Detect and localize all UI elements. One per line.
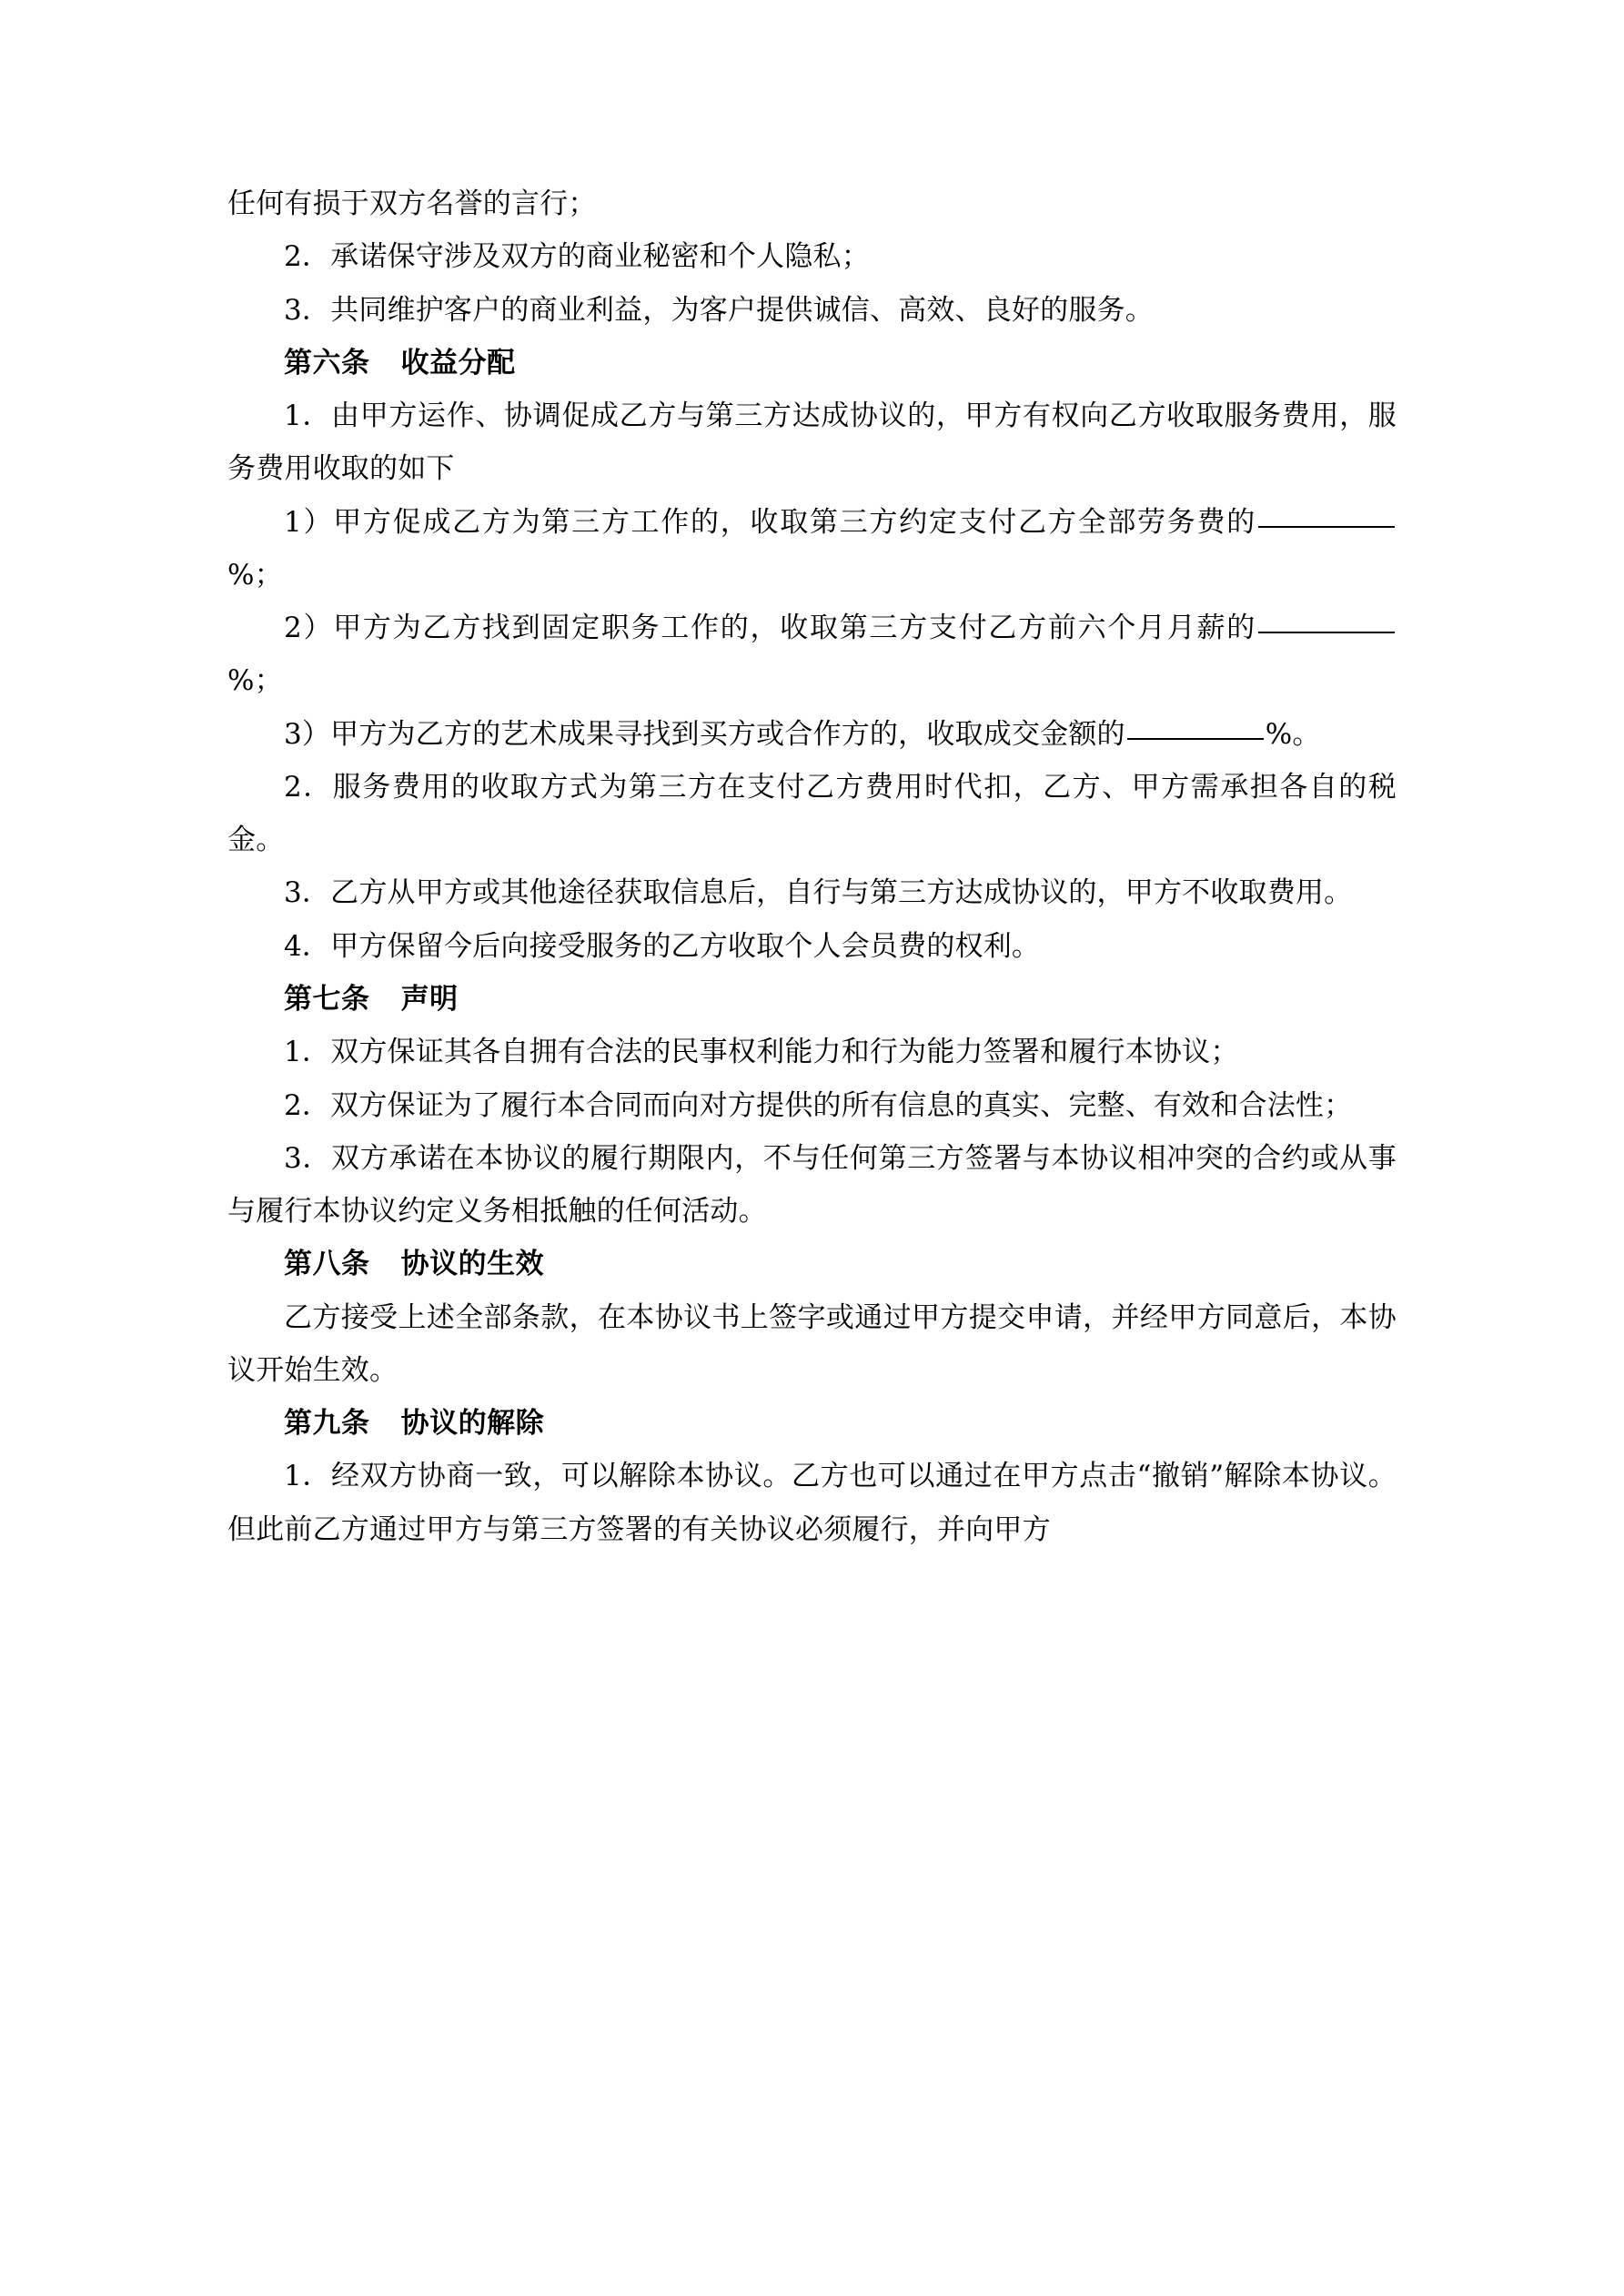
section-title: 收益分配 <box>400 346 516 379</box>
paragraph: 2．承诺保守涉及双方的商业秘密和个人隐私； <box>284 240 870 274</box>
section-heading-9 <box>227 1397 1397 1450</box>
text-after-blank: %； <box>227 558 283 592</box>
paragraph: 1．由甲方运作、协调促成乙方与第三方达成协议的，甲方有权向乙方收取服务费用，服务费用收取的如下 <box>227 400 1397 486</box>
section-heading-6 <box>227 337 1397 389</box>
section-number: 第六条 <box>284 346 370 379</box>
paragraph: 3．双方承诺在本协议的履行期限内，不与任何第三方签署与本协议相冲突的合约或从事与履行本协议约定义务相抵触的任何活动。 <box>227 1141 1397 1229</box>
text-after-blank: %； <box>227 664 283 698</box>
section-heading-8 <box>227 1238 1397 1290</box>
text-before-blank: 1）甲方促成乙方为第三方工作的，收取第三方约定支付乙方全部劳务费的 <box>284 505 1256 539</box>
document-body <box>227 177 1397 1556</box>
paragraph-with-blank <box>227 602 1397 708</box>
paragraph: 1．经双方协商一致，可以解除本协议。乙方也可以通过在甲方点击“撤销”解除本协议。但此前乙方通过甲方与第三方签署的有关协议必须履行，并向甲方 <box>227 1460 1397 1546</box>
paragraph-with-blank <box>227 708 1397 761</box>
section-title: 协议的生效 <box>400 1248 545 1281</box>
paragraph: 任何有损于双方名誉的言行； <box>227 187 597 220</box>
section-number: 第七条 <box>284 982 370 1016</box>
paragraph-with-blank <box>227 496 1397 602</box>
fill-in-blank[interactable] <box>1258 526 1395 528</box>
section-number: 第九条 <box>284 1407 370 1441</box>
paragraph: 2．双方保证为了履行本合同而向对方提供的所有信息的真实、完整、有效和合法性； <box>284 1088 1353 1122</box>
fill-in-blank[interactable] <box>1127 738 1264 740</box>
text-before-blank: 3）甲方为乙方的艺术成果寻找到买方或合作方的，收取成交金额的 <box>284 717 1125 751</box>
fill-in-blank[interactable] <box>1258 632 1395 633</box>
paragraph: 4．甲方保留今后向接受服务的乙方收取个人会员费的权利。 <box>284 929 1041 963</box>
paragraph: 1．双方保证其各自拥有合法的民事权利能力和行为能力签署和履行本协议； <box>284 1036 1239 1069</box>
section-number: 第八条 <box>284 1248 370 1281</box>
section-heading-7 <box>227 973 1397 1026</box>
section-title: 声明 <box>400 982 459 1016</box>
section-title: 协议的解除 <box>400 1407 545 1441</box>
text-after-blank: %。 <box>1265 717 1321 751</box>
text-before-blank: 2）甲方为乙方找到固定职务工作的，收取第三方支付乙方前六个月月薪的 <box>284 612 1256 645</box>
paragraph: 乙方接受上述全部条款，在本协议书上签字或通过甲方提交申请，并经甲方同意后，本协议开始生效。 <box>227 1300 1397 1387</box>
paragraph: 3．乙方从甲方或其他途径获取信息后，自行与第三方达成协议的，甲方不收取费用。 <box>284 876 1353 910</box>
paragraph: 3．共同维护客户的商业利益，为客户提供诚信、高效、良好的服务。 <box>284 293 1154 327</box>
paragraph: 2．服务费用的收取方式为第三方在支付乙方费用时代扣，乙方、甲方需承担各自的税金。 <box>227 770 1397 857</box>
